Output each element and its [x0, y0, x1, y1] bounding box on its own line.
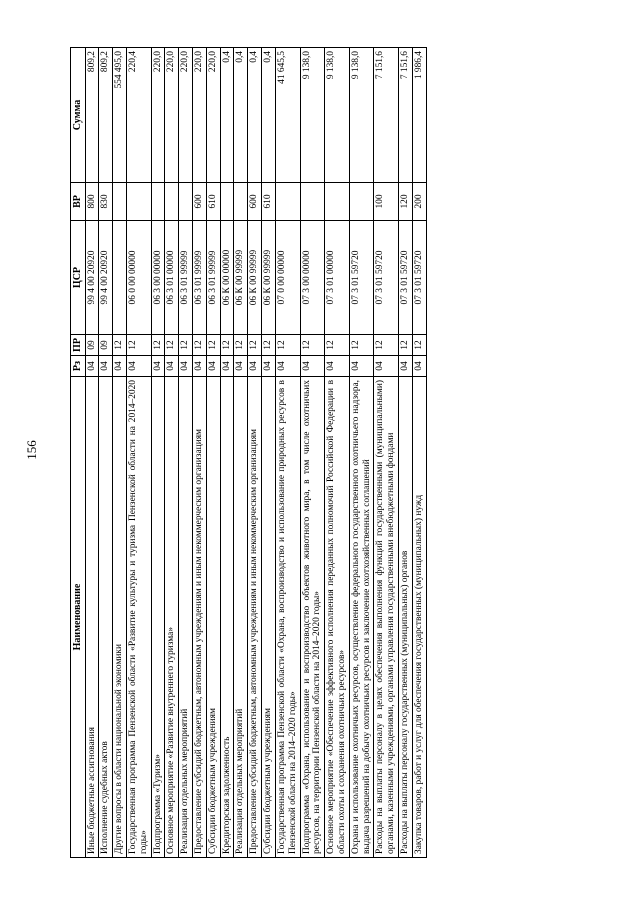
header-rz: Рз [71, 356, 86, 377]
cell-sum: 554 495,0 [113, 48, 127, 183]
cell-vr: 600 [193, 183, 207, 221]
cell-sum: 220,0 [151, 48, 165, 183]
table-row [179, 48, 193, 858]
cell-name: Государственная программа Пензенской области «Охрана, воспроизводство и использование природных ресурсов в Пензенской области на 2014–2020 годы» [275, 377, 300, 858]
table-row [165, 48, 179, 858]
cell-csr: 06 0 00 00000 [126, 221, 151, 335]
cell-vr: 120 [399, 183, 413, 221]
cell-csr: 06 3 01 99999 [179, 221, 193, 335]
cell-csr: 07 3 01 59720 [399, 221, 413, 335]
cell-csr: 06 3 01 99999 [193, 221, 207, 335]
cell-rz: 04 [248, 356, 262, 377]
cell-csr: 07 3 01 59720 [412, 221, 426, 335]
cell-vr [325, 183, 350, 221]
cell-rz: 04 [374, 356, 399, 377]
cell-rz: 04 [165, 356, 179, 377]
cell-sum: 7 151,6 [374, 48, 399, 183]
cell-vr [234, 183, 248, 221]
table-row [300, 48, 325, 858]
rotated-page-content [70, 48, 427, 858]
cell-name: Реализация отдельных мероприятий [234, 377, 248, 858]
cell-rz: 04 [179, 356, 193, 377]
cell-pr: 12 [220, 335, 234, 356]
cell-name: Предоставление субсидий бюджетным, автономным учреждениям и иным некоммерческим организациям [248, 377, 262, 858]
cell-pr: 12 [165, 335, 179, 356]
table-header-row [71, 48, 86, 858]
cell-vr: 600 [248, 183, 262, 221]
table-row [399, 48, 413, 858]
cell-rz: 04 [220, 356, 234, 377]
cell-vr [165, 183, 179, 221]
cell-csr: 06 К 00 99999 [234, 221, 248, 335]
cell-sum: 220,0 [193, 48, 207, 183]
cell-vr [126, 183, 151, 221]
cell-name: Предоставление субсидий бюджетным, автономным учреждениям и иным некоммерческим организациям [193, 377, 207, 858]
cell-rz: 04 [193, 356, 207, 377]
cell-name: Реализация отдельных мероприятий [179, 377, 193, 858]
cell-sum: 1 986,4 [412, 48, 426, 183]
cell-csr: 06 3 01 00000 [165, 221, 179, 335]
cell-name: Расходы на выплаты персоналу в целях обеспечения выполнения функций государственными (муниципальными) органами, казенными учреждениями, органами управления государственными внебюджетными фондами [374, 377, 399, 858]
cell-sum: 9 138,0 [325, 48, 350, 183]
budget-table [70, 47, 427, 858]
table-row [85, 48, 99, 858]
table-row [113, 48, 127, 858]
cell-pr: 09 [85, 335, 99, 356]
cell-sum: 0,4 [248, 48, 262, 183]
cell-vr [275, 183, 300, 221]
cell-sum: 0,4 [220, 48, 234, 183]
cell-csr: 07 3 01 59720 [349, 221, 374, 335]
cell-name: Подпрограмма «Охрана, использование и воспроизводство объектов животного мира, в том числе охотничьих ресурсов, на территории Пензенской области на 2014–2020 годы» [300, 377, 325, 858]
page-number: 156 [24, 440, 39, 460]
cell-pr: 12 [399, 335, 413, 356]
cell-vr [151, 183, 165, 221]
cell-rz: 04 [325, 356, 350, 377]
cell-sum: 0,4 [234, 48, 248, 183]
cell-pr: 12 [151, 335, 165, 356]
cell-sum: 220,0 [165, 48, 179, 183]
table-body [85, 48, 426, 858]
cell-csr: 99 4 00 20920 [85, 221, 99, 335]
cell-rz: 04 [275, 356, 300, 377]
cell-rz: 04 [85, 356, 99, 377]
cell-name: Иные бюджетные ассигнования [85, 377, 99, 858]
cell-rz: 04 [151, 356, 165, 377]
cell-name: Субсидии бюджетным учреждениям [206, 377, 220, 858]
cell-name: Субсидии бюджетным учреждениям [262, 377, 276, 858]
cell-csr: 06 К 00 00000 [220, 221, 234, 335]
cell-pr: 12 [193, 335, 207, 356]
cell-sum: 220,0 [179, 48, 193, 183]
cell-sum: 7 151,6 [399, 48, 413, 183]
cell-csr: 06 3 01 99999 [206, 221, 220, 335]
cell-rz: 04 [399, 356, 413, 377]
cell-name: Другие вопросы в области национальной экономики [113, 377, 127, 858]
cell-rz: 04 [126, 356, 151, 377]
cell-name: Закупка товаров, работ и услуг для обеспечения государственных (муниципальных) нужд [412, 377, 426, 858]
cell-vr: 100 [374, 183, 399, 221]
cell-name: Государственная программа Пензенской области «Развитие культуры и туризма Пензенской области на 2014–2020 годы» [126, 377, 151, 858]
cell-csr: 07 0 00 00000 [275, 221, 300, 335]
cell-vr: 610 [206, 183, 220, 221]
cell-vr [179, 183, 193, 221]
cell-sum: 809,2 [85, 48, 99, 183]
cell-sum: 220,4 [126, 48, 151, 183]
cell-rz: 04 [234, 356, 248, 377]
table-row [262, 48, 276, 858]
cell-name: Подпрограмма «Туризм» [151, 377, 165, 858]
cell-rz: 04 [113, 356, 127, 377]
cell-pr: 12 [325, 335, 350, 356]
cell-sum: 220,0 [206, 48, 220, 183]
cell-rz: 04 [349, 356, 374, 377]
cell-sum: 9 138,0 [349, 48, 374, 183]
cell-vr [113, 183, 127, 221]
cell-pr: 09 [99, 335, 113, 356]
table-row [374, 48, 399, 858]
cell-pr: 12 [300, 335, 325, 356]
cell-vr: 610 [262, 183, 276, 221]
header-pr: ПР [71, 335, 86, 356]
cell-name: Расходы на выплаты персоналу государственных (муниципальных) органов [399, 377, 413, 858]
cell-name: Основное мероприятие «Развитие внутреннего туризма» [165, 377, 179, 858]
cell-vr: 200 [412, 183, 426, 221]
cell-rz: 04 [99, 356, 113, 377]
cell-pr: 12 [349, 335, 374, 356]
cell-pr: 12 [275, 335, 300, 356]
table-row [234, 48, 248, 858]
table-row [99, 48, 113, 858]
header-csr: ЦСР [71, 221, 86, 335]
cell-rz: 04 [300, 356, 325, 377]
cell-pr: 12 [113, 335, 127, 356]
cell-name: Основное мероприятие «Обеспечение эффективного исполнения переданных полномочий Российской Федерации в области охоты и сохранения охотничьих ресурсов» [325, 377, 350, 858]
table-row [412, 48, 426, 858]
cell-sum: 41 645,5 [275, 48, 300, 183]
header-name: Наименование [71, 377, 86, 858]
cell-csr [113, 221, 127, 335]
table-row [248, 48, 262, 858]
cell-csr: 06 3 00 00000 [151, 221, 165, 335]
table-row [275, 48, 300, 858]
cell-pr: 12 [262, 335, 276, 356]
table-row [151, 48, 165, 858]
cell-sum: 0,4 [262, 48, 276, 183]
cell-pr: 12 [248, 335, 262, 356]
cell-name: Кредиторская задолженность [220, 377, 234, 858]
table-row [349, 48, 374, 858]
cell-csr: 06 К 00 99999 [248, 221, 262, 335]
cell-vr [349, 183, 374, 221]
cell-sum: 809,2 [99, 48, 113, 183]
header-sum: Сумма [71, 48, 86, 183]
cell-rz: 04 [262, 356, 276, 377]
cell-vr: 800 [85, 183, 99, 221]
header-vr: ВР [71, 183, 86, 221]
table-row [325, 48, 350, 858]
cell-vr: 830 [99, 183, 113, 221]
cell-pr: 12 [179, 335, 193, 356]
cell-csr: 99 4 00 20920 [99, 221, 113, 335]
cell-csr: 07 3 01 59720 [374, 221, 399, 335]
cell-name: Охрана и использование охотничьих ресурсов, осуществление федерального государственного охотничьего надзора, выдача разрешений на добычу охотничьих ресурсов и заключение охотхозяйственных соглашений [349, 377, 374, 858]
cell-rz: 04 [206, 356, 220, 377]
cell-pr: 12 [126, 335, 151, 356]
cell-sum: 9 138,0 [300, 48, 325, 183]
cell-vr [220, 183, 234, 221]
cell-vr [300, 183, 325, 221]
cell-csr: 07 3 01 00000 [325, 221, 350, 335]
table-row [193, 48, 207, 858]
cell-name: Исполнение судебных актов [99, 377, 113, 858]
cell-csr: 06 К 00 99999 [262, 221, 276, 335]
table-row [206, 48, 220, 858]
cell-csr: 07 3 00 00000 [300, 221, 325, 335]
cell-pr: 12 [412, 335, 426, 356]
table-row [126, 48, 151, 858]
cell-pr: 12 [206, 335, 220, 356]
table-row [220, 48, 234, 858]
cell-pr: 12 [374, 335, 399, 356]
cell-rz: 04 [412, 356, 426, 377]
cell-pr: 12 [234, 335, 248, 356]
